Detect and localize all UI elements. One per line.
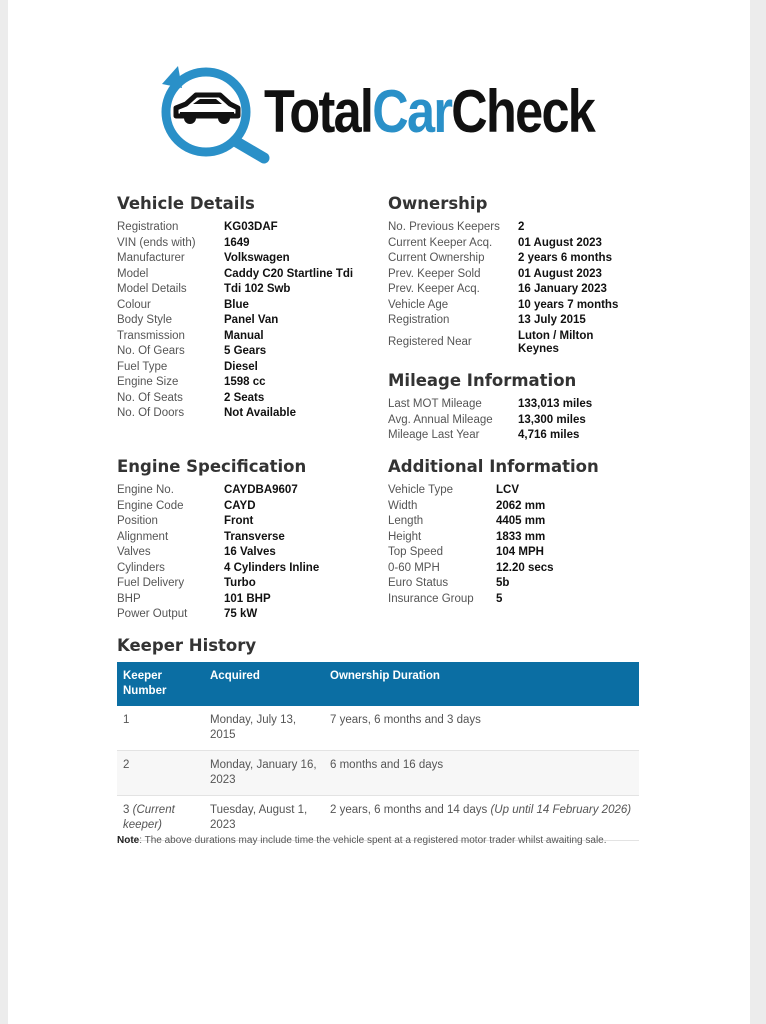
additional-info-label: Euro Status <box>388 577 449 589</box>
vehicle-detail-label: No. Of Doors <box>117 407 185 419</box>
acquired-header: Acquired <box>204 662 324 706</box>
table-row <box>117 751 639 796</box>
ownership-row <box>388 313 658 329</box>
mileage-value: 13,300 miles <box>518 413 586 426</box>
note-label: Note <box>117 835 140 846</box>
mileage-label: Avg. Annual Mileage <box>388 413 493 426</box>
mileage-title: Mileage Information <box>388 371 577 390</box>
engine-spec-label: Power Output <box>117 608 188 620</box>
vehicle-detail-row <box>117 329 387 345</box>
ownership-row <box>388 330 658 356</box>
mileage-row <box>388 413 658 429</box>
engine-spec-row <box>117 514 387 530</box>
additional-info-value: 12.20 secs <box>496 561 554 574</box>
engine-spec-row <box>117 561 387 577</box>
ownership-label: Registered Near <box>388 335 472 348</box>
ownership-label: Current Keeper Acq. <box>388 236 493 249</box>
engine-title: Engine Specification <box>117 457 307 476</box>
ownership-row <box>388 298 658 314</box>
ownership-value: Luton / Milton Keynes <box>518 329 594 355</box>
note-text: : The above durations may include time the vehicle spent at a registered motor trader whilst awaiting sale. <box>139 835 607 846</box>
keeper-number: 1 <box>123 714 130 726</box>
report-page <box>8 0 750 1024</box>
ownership-section <box>388 194 658 356</box>
keeper-number: 2 <box>123 759 130 771</box>
acquired-cell: Tuesday, August 1, 2023 <box>204 796 324 841</box>
additional-info-row <box>388 530 658 546</box>
engine-spec-value: CAYDBA9607 <box>224 484 298 497</box>
vehicle-detail-value: 2 Seats <box>224 391 265 404</box>
additional-info-label: Insurance Group <box>388 592 474 605</box>
engine-spec-label: Position <box>117 515 158 527</box>
additional-info-label: Vehicle Type <box>388 484 454 496</box>
keeper-history-title: Keeper History <box>117 636 257 655</box>
vehicle-detail-label: Body Style <box>117 314 172 326</box>
vehicle-detail-label: Model <box>117 267 149 280</box>
vehicle-detail-row <box>117 344 387 360</box>
engine-spec-value: Transverse <box>224 530 285 543</box>
duration-text: 7 years, 6 months and 3 days <box>330 714 481 726</box>
vehicle-detail-row <box>117 267 387 283</box>
keeper-number: 3 <box>123 804 130 816</box>
additional-info-value: 5b <box>496 577 510 590</box>
vehicle-detail-label: Registration <box>117 221 179 233</box>
ownership-label: No. Previous Keepers <box>388 221 500 233</box>
vehicle-detail-row <box>117 391 387 407</box>
keeper-history-section <box>117 636 417 662</box>
duration-text: 6 months and 16 days <box>330 759 444 771</box>
ownership-value: 16 January 2023 <box>518 283 607 296</box>
ownership-duration-header: Ownership Duration <box>324 662 639 706</box>
vehicle-detail-row <box>117 360 387 376</box>
footnote <box>117 833 637 848</box>
additional-info-value: 2062 mm <box>496 499 546 512</box>
ownership-label: Prev. Keeper Acq. <box>388 283 480 295</box>
ownership-row <box>388 267 658 283</box>
ownership-value: 01 August 2023 <box>518 267 602 280</box>
vehicle-details-title: Vehicle Details <box>117 194 255 213</box>
ownership-title: Ownership <box>388 194 488 213</box>
engine-spec-value: CAYD <box>224 499 256 512</box>
ownership-row <box>388 220 658 236</box>
engine-spec-row <box>117 545 387 561</box>
engine-spec-label: Engine No. <box>117 484 174 496</box>
table-row <box>117 706 639 751</box>
vehicle-detail-value: Volkswagen <box>224 252 290 265</box>
additional-info-label: 0-60 MPH <box>388 561 440 574</box>
mileage-row <box>388 428 658 444</box>
additional-info-label: Width <box>388 499 418 512</box>
additional-info-row <box>388 576 658 592</box>
totalcarcheck-logo <box>156 62 626 168</box>
additional-info-row <box>388 483 658 499</box>
mileage-row <box>388 397 658 413</box>
vehicle-detail-value: Manual <box>224 329 264 342</box>
engine-spec-value: Front <box>224 515 254 528</box>
duration-cell <box>324 706 639 751</box>
ownership-value: 2 <box>518 221 525 234</box>
additional-info-row <box>388 545 658 561</box>
additional-info-label: Length <box>388 515 424 527</box>
table-header-row <box>117 662 639 706</box>
vehicle-detail-row <box>117 375 387 391</box>
vehicle-detail-label: Fuel Type <box>117 360 168 373</box>
vehicle-detail-label: No. Of Gears <box>117 345 185 357</box>
keeper-history-table <box>117 662 639 841</box>
duration-text: 2 years, 6 months and 14 days <box>330 804 488 816</box>
ownership-label: Current Ownership <box>388 252 485 264</box>
engine-spec-value: 4 Cylinders Inline <box>224 561 320 574</box>
ownership-value: 13 July 2015 <box>518 314 586 327</box>
keeper-number-header: Keeper Number <box>117 662 204 706</box>
vehicle-detail-value: Not Available <box>224 407 296 420</box>
vehicle-detail-label: VIN (ends with) <box>117 236 196 249</box>
additional-info-label: Top Speed <box>388 546 443 558</box>
vehicle-detail-value: Tdi 102 Swb <box>224 283 291 296</box>
vehicle-detail-value: Panel Van <box>224 314 279 327</box>
keeper-number-cell <box>117 751 204 796</box>
vehicle-detail-label: Manufacturer <box>117 252 185 264</box>
engine-spec-label: Engine Code <box>117 499 184 512</box>
additional-info-row <box>388 514 658 530</box>
engine-spec-label: Alignment <box>117 530 169 543</box>
ownership-row <box>388 282 658 298</box>
ownership-row <box>388 251 658 267</box>
engine-spec-row <box>117 576 387 592</box>
engine-spec-value: 16 Valves <box>224 546 276 559</box>
engine-spec-label: Valves <box>117 546 151 558</box>
engine-spec-value: 101 BHP <box>224 592 271 605</box>
vehicle-detail-value: 5 Gears <box>224 345 267 358</box>
keeper-number-cell <box>117 706 204 751</box>
vehicle-detail-value: Diesel <box>224 360 258 373</box>
additional-info-value: 104 MPH <box>496 546 544 559</box>
engine-spec-row <box>117 483 387 499</box>
vehicle-detail-value: Caddy C20 Startline Tdi <box>224 267 354 280</box>
additional-info-row <box>388 561 658 577</box>
car-magnifier-icon <box>156 62 274 168</box>
vehicle-detail-row <box>117 220 387 236</box>
engine-spec-value: 75 kW <box>224 608 258 621</box>
engine-spec-row <box>117 530 387 546</box>
vehicle-detail-row <box>117 282 387 298</box>
ownership-row <box>388 236 658 252</box>
acquired-cell: Monday, January 16, 2023 <box>204 751 324 796</box>
ownership-value: 10 years 7 months <box>518 298 619 311</box>
ownership-value: 2 years 6 months <box>518 252 612 265</box>
ownership-label: Vehicle Age <box>388 298 449 311</box>
mileage-section <box>388 371 658 444</box>
vehicle-detail-label: No. Of Seats <box>117 391 183 404</box>
additional-title: Additional Information <box>388 457 599 476</box>
engine-spec-row <box>117 499 387 515</box>
additional-section <box>388 457 658 607</box>
vehicle-detail-value: Blue <box>224 298 249 311</box>
mileage-value: 133,013 miles <box>518 398 593 411</box>
engine-spec-row <box>117 592 387 608</box>
engine-spec-value: Turbo <box>224 577 256 590</box>
engine-spec-row <box>117 607 387 623</box>
engine-spec-label: Fuel Delivery <box>117 577 185 589</box>
vehicle-details-section <box>117 194 387 422</box>
engine-section <box>117 457 387 623</box>
ownership-label: Registration <box>388 314 450 326</box>
vehicle-detail-value: 1649 <box>224 236 250 249</box>
additional-info-value: 4405 mm <box>496 515 546 528</box>
duration-cell <box>324 751 639 796</box>
current-keeper-note: (Current keeper) <box>123 804 175 831</box>
vehicle-detail-label: Colour <box>117 298 151 311</box>
additional-info-row <box>388 592 658 608</box>
mileage-value: 4,716 miles <box>518 429 580 442</box>
vehicle-detail-label: Model Details <box>117 283 187 295</box>
logo-wordmark: TotalCarCheck <box>264 78 595 145</box>
additional-info-row <box>388 499 658 515</box>
duration-note: (Up until 14 February 2026) <box>490 804 632 816</box>
vehicle-detail-row <box>117 251 387 267</box>
acquired-cell: Monday, July 13, 2015 <box>204 706 324 751</box>
mileage-label: Mileage Last Year <box>388 429 480 441</box>
additional-info-value: 1833 mm <box>496 530 546 543</box>
ownership-value: 01 August 2023 <box>518 236 602 249</box>
vehicle-detail-label: Transmission <box>117 329 185 342</box>
engine-spec-label: Cylinders <box>117 561 165 574</box>
additional-info-value: LCV <box>496 484 519 497</box>
engine-spec-label: BHP <box>117 592 141 605</box>
vehicle-detail-row <box>117 298 387 314</box>
ownership-label: Prev. Keeper Sold <box>388 267 481 280</box>
vehicle-detail-row <box>117 313 387 329</box>
vehicle-detail-row <box>117 236 387 252</box>
vehicle-detail-label: Engine Size <box>117 376 179 388</box>
additional-info-value: 5 <box>496 592 503 605</box>
vehicle-detail-value: 1598 cc <box>224 376 266 389</box>
vehicle-detail-value: KG03DAF <box>224 221 278 234</box>
vehicle-detail-row <box>117 406 387 422</box>
mileage-label: Last MOT Mileage <box>388 398 482 410</box>
additional-info-label: Height <box>388 530 422 543</box>
